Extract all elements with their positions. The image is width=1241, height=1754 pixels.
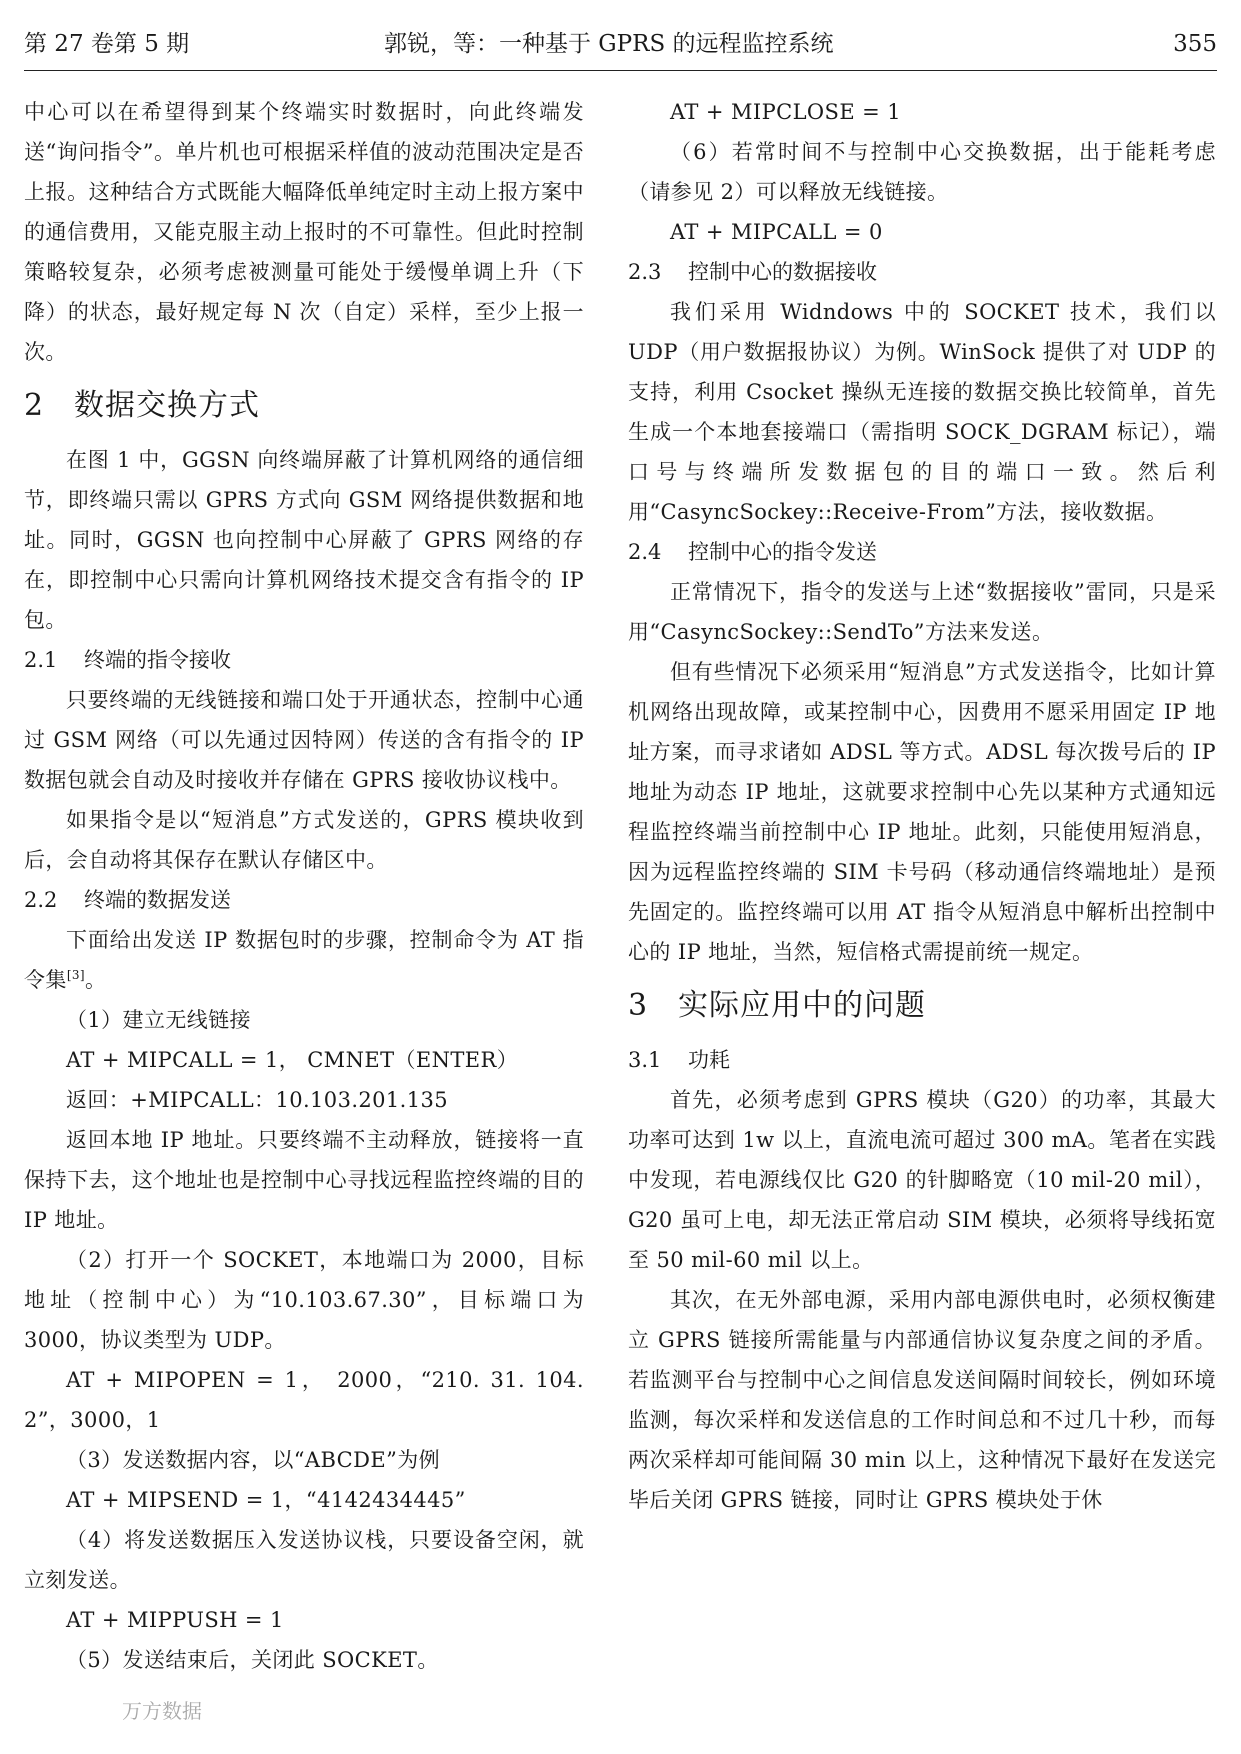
paragraph: 返回本地 IP 地址。只要终端不主动释放，链接将一直保持下去，这个地址也是控制中心寻找远程监控终端的目的 IP 地址。 xyxy=(24,1128,584,1232)
paragraph: 正常情况下，指令的发送与上述“数据接收”雷同，只是采用“CasyncSockey::SendTo”方法来发送。 xyxy=(628,580,1216,644)
section-title: 实际应用中的问题 xyxy=(678,988,926,1023)
subsection-title: 终端的指令接收 xyxy=(84,648,231,672)
page-header xyxy=(24,22,1217,66)
section-number: 3 xyxy=(628,988,649,1023)
subsection-heading xyxy=(628,1040,1216,1080)
step-label: （3）发送数据内容，以“ABCDE”为例 xyxy=(66,1448,441,1472)
subsection-title: 功耗 xyxy=(688,1048,730,1072)
step-label: （2）打开一个 SOCKET，本地端口为 2000，目标地址（控制中心）为“10.103.67.30”，目标端口为 3000，协议类型为 UDP。 xyxy=(24,1248,584,1352)
paragraph: 如果指令是以“短消息”方式发送的，GPRS 模块收到后，会自动将其保存在默认存储区中。 xyxy=(24,808,584,872)
step-label: （4）将发送数据压入发送协议栈，只要设备空闲，就立刻发送。 xyxy=(24,1528,584,1592)
subsection-number: 3.1 xyxy=(628,1048,662,1072)
paragraph-text: 下面给出发送 IP 数据包时的步骤，控制命令为 AT 指令集 xyxy=(24,928,584,992)
header-rule xyxy=(24,70,1217,71)
section-number: 2 xyxy=(24,388,45,423)
paragraph: 只要终端的无线链接和端口处于开通状态，控制中心通过 GSM 网络（可以先通过因特网）传送的含有指令的 IP 数据包就会自动及时接收并存储在 GPRS 接收协议栈中。 xyxy=(24,688,584,792)
subsection-title: 终端的数据发送 xyxy=(84,888,231,912)
subsection-number: 2.1 xyxy=(24,648,58,672)
at-command: AT + MIPSEND = 1，“4142434445” xyxy=(66,1488,466,1512)
section-title: 数据交换方式 xyxy=(74,388,260,423)
subsection-number: 2.3 xyxy=(628,260,662,284)
paragraph: 首先，必须考虑到 GPRS 模块（G20）的功率，其最大功率可达到 1w 以上，直流电流可超过 300 mA。笔者在实践中发现，若电源线仅比 G20 的针脚略宽（10 mil-20 mil），G20 虽可上电，却无法正常启动 SIM 模块，必须将导线拓宽至 50 mil-60 mil 以上。 xyxy=(628,1088,1216,1272)
paragraph xyxy=(24,920,584,1000)
at-command: AT + MIPPUSH = 1 xyxy=(66,1608,284,1632)
paragraph: 其次，在无外部电源，采用内部电源供电时，必须权衡建立 GPRS 链接所需能量与内部通信协议复杂度之间的矛盾。若监测平台与控制中心之间信息发送间隔时间较长，例如环境监测，每次采样和发送信息的工作时间总和不过几十秒，而每两次采样却可能间隔 30 min 以上，这种情况下最好在发送完毕后关闭 GPRS 链接，同时让 GPRS 模块处于休 xyxy=(628,1288,1216,1512)
journal-volume: 第 27 卷第 5 期 xyxy=(24,31,190,57)
command-return: 返回：+MIPCALL：10.103.201.135 xyxy=(66,1088,449,1112)
paragraph: 中心可以在希望得到某个终端实时数据时，向此终端发送“询问指令”。单片机也可根据采样值的波动范围决定是否上报。这种结合方式既能大幅降低单纯定时主动上报方案中的通信费用，又能克服主动上报时的不可靠性。但此时控制策略较复杂，必须考虑被测量可能处于缓慢单调上升（下降）的状态，最好规定每 N 次（自定）采样，至少上报一次。 xyxy=(24,100,584,364)
subsection-heading xyxy=(24,880,584,920)
section-heading xyxy=(24,380,584,432)
watermark: 万方数据 xyxy=(122,1699,202,1723)
subsection-title: 控制中心的数据接收 xyxy=(688,260,877,284)
subsection-number: 2.2 xyxy=(24,888,58,912)
at-command: AT + MIPOPEN = 1， 2000，“210. 31. 104. 2”，3000，1 xyxy=(24,1368,584,1432)
paragraph: 但有些情况下必须采用“短消息”方式发送指令，比如计算机网络出现故障，或某控制中心，因费用不愿采用固定 IP 地址方案，而寻求诸如 ADSL 等方式。ADSL 每次拨号后的 IP 地址为动态 IP 地址，这就要求控制中心先以某种方式通知远程监控终端当前控制中心 IP 地址。此刻，只能使用短消息，因为远程监控终端的 SIM 卡号码（移动通信终端地址）是预先固定的。监控终端可以用 AT 指令从短消息中解析出控制中心的 IP 地址，当然，短信格式需提前统一规定。 xyxy=(628,660,1216,964)
step-label: （6）若常时间不与控制中心交换数据，出于能耗考虑（请参见 2）可以释放无线链接。 xyxy=(628,140,1216,204)
citation-ref: [3] xyxy=(66,968,86,982)
running-title: 郭锐，等：一种基于 GPRS 的远程监控系统 xyxy=(384,31,834,57)
subsection-title: 控制中心的指令发送 xyxy=(688,540,877,564)
section-heading xyxy=(628,980,1216,1032)
step-label: （5）发送结束后，关闭此 SOCKET。 xyxy=(66,1648,439,1672)
at-command: AT + MIPCALL = 0 xyxy=(670,220,883,244)
left-column xyxy=(24,92,584,1680)
paragraph: 我们采用 Widndows 中的 SOCKET 技术，我们以 UDP（用户数据报协议）为例。WinSock 提供了对 UDP 的支持，利用 Csocket 操纵无连接的数据交换比较简单，首先生成一个本地套接端口（需指明 SOCK_DGRAM 标记），端口号与终端所发数据包的目的端口一致。然后利用“CasyncSockey::Receive-From”方法，接收数据。 xyxy=(628,300,1216,524)
subsection-heading xyxy=(24,640,584,680)
paragraph-end: 。 xyxy=(85,968,107,992)
at-command: AT + MIPCALL = 1， CMNET（ENTER） xyxy=(66,1048,519,1072)
subsection-heading xyxy=(628,532,1216,572)
subsection-heading xyxy=(628,252,1216,292)
right-column xyxy=(628,92,1216,1520)
paragraph: 在图 1 中，GGSN 向终端屏蔽了计算机网络的通信细节，即终端只需以 GPRS 方式向 GSM 网络提供数据和地址。同时，GGSN 也向控制中心屏蔽了 GPRS 网络的存在，即控制中心只需向计算机网络技术提交含有指令的 IP 包。 xyxy=(24,448,584,632)
at-command: AT + MIPCLOSE = 1 xyxy=(670,100,901,124)
subsection-number: 2.4 xyxy=(628,540,662,564)
step-label: （1）建立无线链接 xyxy=(66,1008,251,1032)
page-number: 355 xyxy=(1173,31,1217,57)
